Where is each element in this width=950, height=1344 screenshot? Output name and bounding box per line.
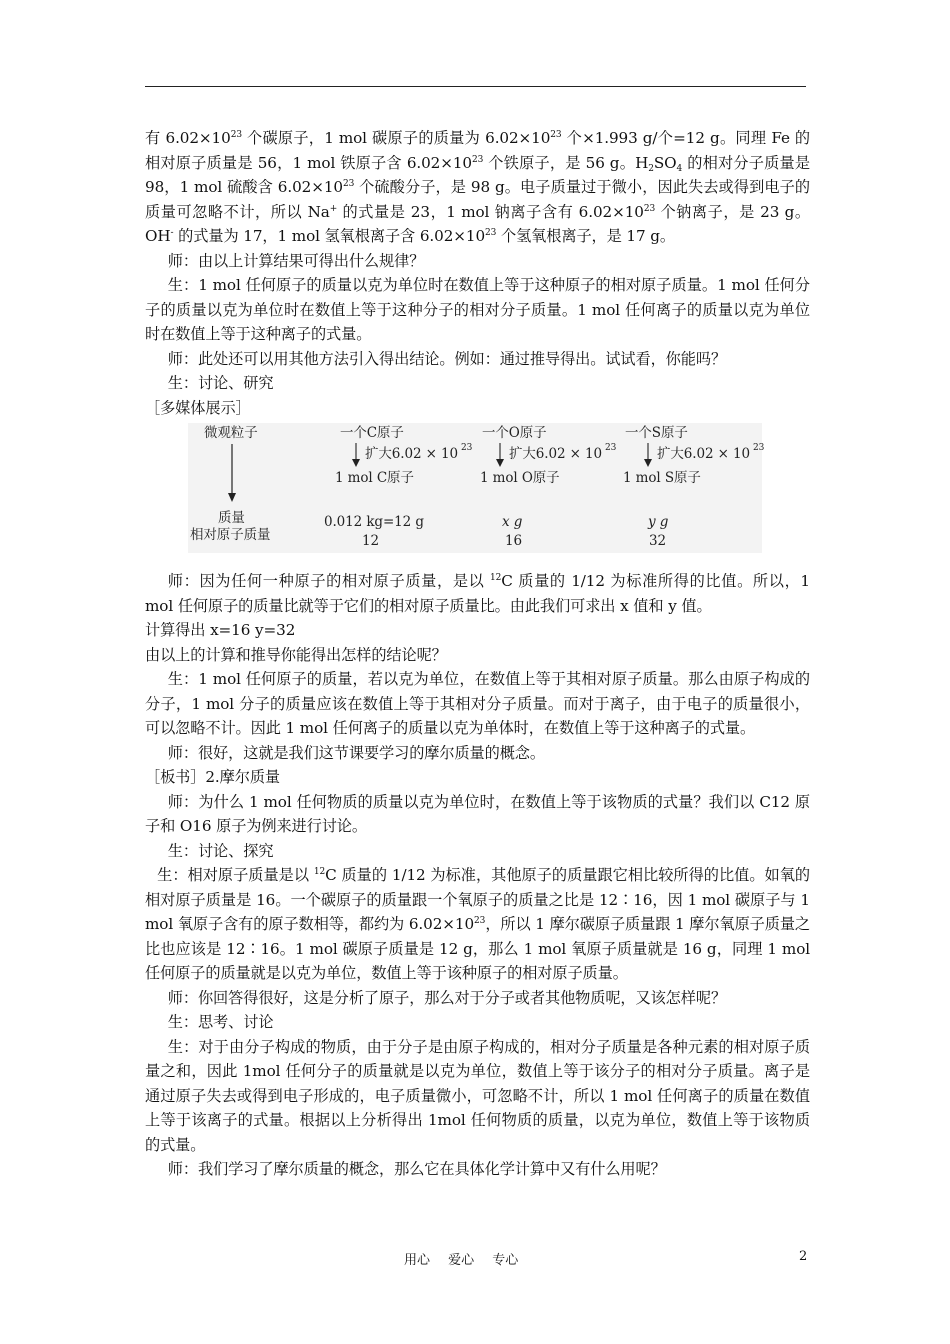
sulfur-scale: 扩大6.02 × 10: [657, 446, 751, 462]
paragraph-16: 师：你回答得很好，这是分析了原子，那么对于分子或者其他物质呢，又该怎样呢？: [167, 988, 727, 1007]
document-body: [145, 126, 810, 1182]
footer-motto: 用心 爱心 专心: [404, 1253, 519, 1268]
carbon-scale: 扩大6.02 × 10: [365, 446, 459, 462]
diagram-micro-particle: 微观粒子: [204, 425, 258, 441]
paragraph-9: 由以上的计算和推导你能得出怎样的结论呢？: [145, 645, 447, 664]
oxygen-scale: 扩大6.02 × 10: [509, 446, 603, 462]
paragraph-17: 生：思考、讨论: [167, 1013, 274, 1031]
atom-mass-diagram: [188, 423, 765, 553]
oxygen-relative: 16: [505, 533, 522, 549]
paragraph-14: 生：讨论、探究: [167, 841, 274, 860]
carbon-relative: 12: [362, 533, 379, 549]
paragraph-18: 生：对于由分子构成的物质，由于分子是由原子构成的，相对分子质量是各种元素的相对原子质量之和，因此 1mol 任何分子的质量就是以克为单位，数值上等于该分子的相对分子质量。离子是通过原子失去或得到电子形成的，电子质量微小，可忽略不计，所以 1 mol 任何离子的质量在数值上等于该离子的式量。根据以上分析得出 1mol 任何物质的质量，以克为单位，数值上等于该物质的式量。: [145, 1037, 810, 1154]
sulfur-top: 一个S原子: [625, 425, 688, 441]
paragraph-3: 生：1 mol 任何原子的质量以克为单位时在数值上等于这种原子的相对原子质量。1 mol 任何分子的质量以克为单位时在数值上等于这种分子的相对分子质量。1 mol 任何离子的质量以克为单位时在数值上等于这种离子的式量。: [145, 276, 810, 343]
header-rule: [145, 86, 806, 87]
paragraph-2: 师：由以上计算结果可得出什么规律？: [167, 251, 425, 270]
carbon-mol: 1 mol C原子: [335, 470, 414, 486]
paragraph-7: 师：因为任何一种原子的相对原子质量，是以 $^{12}$C 质量的 1/12 为标准所得的比值。所以，1 mol 任何原子的质量比就等于它们的相对原子质量比。由此我们可求出 x 值和 y 值。: [145, 572, 810, 615]
page-number: 2: [799, 1249, 808, 1264]
paragraph-4: 师：此处还可以用其他方法引入得出结论。例如：通过推导得出。试试看，你能吗？: [167, 349, 727, 368]
carbon-top: 一个C原子: [340, 425, 404, 441]
paragraph-19: 师：我们学习了摩尔质量的概念，那么它在具体化学计算中又有什么用呢？: [167, 1160, 666, 1178]
sulfur-mass: y g: [648, 514, 669, 530]
multimedia-label: ［多媒体展示］: [145, 398, 251, 417]
paragraph-15: 生：相对原子质量是以 $^{12}$C 质量的 1/12 为标准，其他原子的质量跟它相比较所得的比值。如氧的相对原子质量是 16。一个碳原子的质量跟一个氧原子的质量之比是 12∶16，因 1 mol 碳原子与 1 mol 氧原子含有的原子数相等，都约为 $6.02\times 10^{23}$，所以 1 摩尔碳原子质量跟 1 摩尔氧原子质量之比也应该是 12∶16。1 mol 碳原子质量是 12 g，那么 1 mol 氧原子质量就是 16 g，同理 1 mol 任何原子的质量就是以克为单位，数值上等于该种原子的相对原子质量。: [145, 866, 811, 982]
paragraph-13: 师：为什么 1 mol 任何物质的质量以克为单位时，在数值上等于该物质的式量？我们以 C12 原子和 O16 原子为例来进行讨论。: [145, 792, 810, 835]
diagram-mass-label: 质量: [218, 510, 245, 526]
paragraph-1: 有 $6.02\times 10^{23}$ 个碳原子，1 mol 碳原子的质量为 $6.02\times 10^{23}$ 个×1.993 g/个=12 g。同理 Fe 的相对原子质量是 56，1 mol 铁原子含 $6.02\times 10^{23}$ 个铁原子，是 56 g。$H_2SO_4$ 的相对分子质量是 98，1 mol 硫酸含 $6.02\times 10^{23}$ 个硫酸分子，是 98 g。电子质量过于微小，因此失去或得到电子的质量可忽略不计，所以 Na+ 的式量是 23，1 mol 钠离子含有 $6.02\times 10^{23}$ 个钠离子，是 23 g。OH- 的式量为 17，1 mol 氢氧根离子含 $6.02\times 10^{23}$ 个氢氧根离子，是 17 g。: [145, 129, 810, 245]
paragraph-11: 师：很好，这就是我们这节课要学习的摩尔质量的概念。: [167, 743, 545, 762]
sulfur-scale-exp: 23: [753, 443, 765, 453]
diagram-relative-mass-label: 相对原子质量: [190, 527, 271, 543]
carbon-mass: 0.012 kg=12 g: [324, 514, 424, 530]
paragraph-10: 生：1 mol 任何原子的质量，若以克为单位，在数值上等于其相对原子质量。那么由原子构成的分子，1 mol 分子的质量应该在数值上等于其相对分子质量。而对于离子，由于电子的质量很小，可以忽略不计。因此 1 mol 任何离子的质量以克为单体时，在数值上等于这种离子的式量。: [145, 670, 810, 737]
carbon-scale-exp: 23: [461, 443, 473, 453]
board-writing-label: ［板书］2.摩尔质量: [145, 768, 280, 786]
paragraph-8: 计算得出 x=16 y=32: [145, 621, 296, 639]
oxygen-top: 一个O原子: [482, 425, 547, 441]
paragraph-5: 生：讨论、研究: [167, 374, 274, 392]
oxygen-mass: x g: [502, 514, 523, 530]
sulfur-relative: 32: [649, 533, 666, 549]
oxygen-scale-exp: 23: [605, 443, 617, 453]
sulfur-mol: 1 mol S原子: [623, 470, 701, 486]
oxygen-mol: 1 mol O原子: [480, 470, 560, 486]
